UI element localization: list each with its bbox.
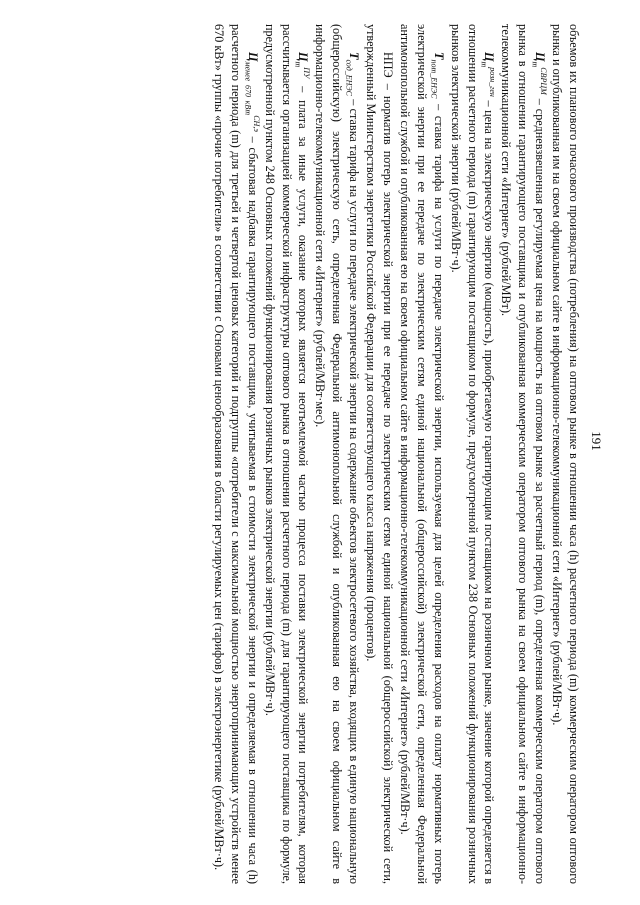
paragraph-text: НПЭ – норматив потерь электрической энергии при ее передаче по электрическим сетям единой национальной (общероссийской) электрической сети, утвержденный Министерством энергетики Российской Федерации для соответствующего класса напряжения (процентов). [364, 24, 396, 884]
paragraph-text: – цена на электрическую энергию (мощность), приобретаемую гарантирующим поставщиком на розничном рынке, значение которой определяется в отношении расчетного периода (m) гарантирующим поставщиком по формуле, предусмотренной пунктом 238 Основных положений функционирования розничных рынков электрической энергии (рублей/МВт·ч). [448, 24, 497, 884]
paragraph-text: – плата за иные услуги, оказание которых является неотъемлемой частью процесса поставки электрической энергии потребителям, которая рассчитывается организацией коммерческой инфраструктуры оптового рынка в отношении расчетного периода (m) для гарантирующего поставщика по формуле, предусмотренной пунктом 248 Основных положений функционирования розничных рынков электрической энергии (рублей/МВт·ч). [262, 24, 311, 884]
paragraph-text: – сбытовая надбавка гарантирующего поставщика, учитываемая в стоимости электрической энергии и определяемая в отношении часа (h) расчетного периода (m) для третьей и четвертой ценовых категорий и подгруппы «потребители с максимальной мощностью энергопринимающих устройств менее 670 кВт» группы «прочие потребители» в соответствии с Основами ценообразования в области регулируемых цен (тарифов) в электроэнергетике (рублей/МВт·ч). [211, 24, 260, 885]
paragraph-6 [312, 24, 363, 884]
formula-symbol: $Т_{сод\_ЕНЭС}$ [344, 52, 362, 96]
formula-symbol: $Ц_m^{СВРЦМ}$ [530, 52, 549, 95]
formula-symbol: $Ц_m^{розн\_ген}$ [480, 52, 498, 97]
paragraph-text: – средневзвешенная регулируемая цена на мощность на оптовом рынке за расчетный период (m), определенная коммерческим оператором оптового рынка в отношении гарантирующего поставщика и опубликованная коммерческим оператором оптового рынка на своем официальном сайте в информационно-телекоммуникационной сети «Интернет» (рублей/МВт). [499, 24, 548, 884]
page-body [48, 22, 588, 886]
text-block [48, 22, 588, 886]
paragraph-5 [362, 24, 396, 884]
paragraph-text: объемов их планового почасового производства (потребления) на оптовом рынке в отношении часа (h) расчетного периода (m) коммерческим оператором оптового рынка и опубликованная им на своем официальном сайте в информационно-телекоммуникационной сети «Интернет» (рублей/МВт·ч). [550, 24, 581, 884]
paragraph-3 [447, 24, 498, 884]
formula-symbol: $Ц_{менее 670 кВт}^{СН,э}$ [243, 52, 261, 132]
paragraph-text: – ставка тарифа на услуги по передаче электрической энергии на содержание объектов электросетевого хозяйства, входящих в единую национальную (общероссийскую) электрическую сеть, определенная Федеральной антимонопольной службой и опубликованная ею на своем официальном сайте в информационно-телекоммуникационной сети «Интернет» (рублей/МВт·мес). [313, 24, 362, 884]
paragraph-7 [261, 24, 312, 884]
paragraph-1 [548, 24, 582, 884]
paragraph-text: – ставка тарифа на услуги по передаче электрической энергии, используемая для целей определения расходов на оплату нормативных потерь электрической энергии при ее передаче по электрическим сетям единой национальной (общероссийской) электрической сети, определенная Федеральной антимонопольной службой и опубликованная ею на своем официальном сайте в информационно-телекоммуникационной сети «Интернет» (рублей/МВт·ч). [397, 24, 446, 884]
paragraph-4 [396, 24, 447, 884]
formula-symbol: $Т_{пот\_ЕНЭС}$ [429, 52, 446, 99]
formula-symbol: $Ц_m^{ПУ}$ [294, 52, 312, 79]
paragraph-2 [497, 24, 548, 884]
page-number: 191 [589, 431, 604, 451]
paragraph-8 [210, 24, 261, 884]
